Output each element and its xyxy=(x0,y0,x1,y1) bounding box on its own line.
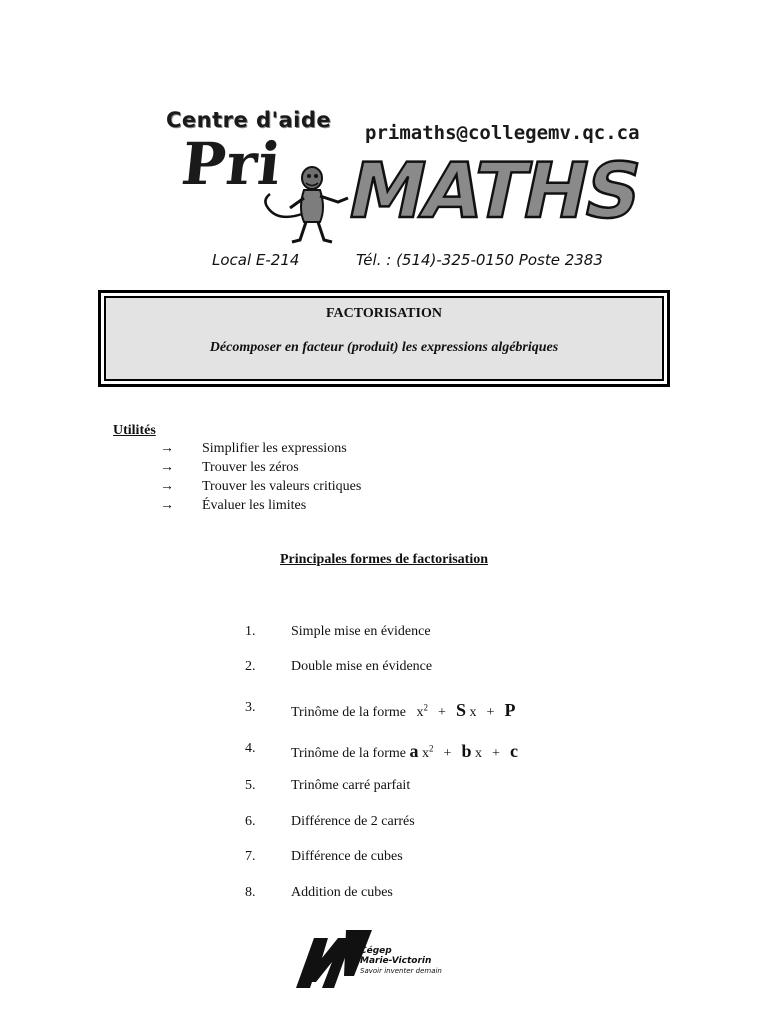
item-text: Différence de cubes xyxy=(291,849,403,864)
item-number: 5. xyxy=(245,778,256,793)
college-name: Marie-Victorin xyxy=(360,956,432,966)
plus-sign: + xyxy=(492,746,500,761)
contact-email: primaths@collegemv.qc.ca xyxy=(365,122,640,144)
cegep-wordmark xyxy=(360,946,442,976)
use-label: Simplifier les expressions xyxy=(202,441,347,456)
centre-aide-label: Centre d'aide xyxy=(166,108,332,132)
page-subtitle: Décomposer en facteur (produit) les expressions algébriques xyxy=(209,340,559,355)
local-room: Local E-214 xyxy=(212,251,300,269)
title-box xyxy=(98,290,670,387)
plus-sign: + xyxy=(486,705,495,720)
arrow-right-icon: → xyxy=(160,441,174,456)
item-number: 2. xyxy=(245,659,256,674)
item-label: Trinôme de la forme xyxy=(291,746,406,761)
forms-heading-text: Principales formes de factorisation xyxy=(279,552,488,567)
plus-sign: + xyxy=(438,705,446,720)
item-number: 7. xyxy=(245,849,256,864)
item-text: Double mise en évidence xyxy=(291,659,433,674)
uses-heading: Utilités xyxy=(113,423,156,438)
page-title: FACTORISATION xyxy=(326,306,442,321)
arrow-right-icon: → xyxy=(160,498,174,513)
coef-c: c xyxy=(509,741,518,761)
formula xyxy=(409,700,516,720)
plus-sign: + xyxy=(443,746,452,761)
formula xyxy=(409,741,518,761)
telephone: Tél. : (514)-325-0150 Poste 2383 xyxy=(356,251,603,269)
item-text: Addition de cubes xyxy=(291,885,393,900)
item-number: 4. xyxy=(245,741,256,756)
maths-wordmark: MATHS xyxy=(340,146,649,235)
exponent: 2 xyxy=(423,702,428,713)
item-text xyxy=(291,700,515,721)
item-number: 6. xyxy=(245,814,256,829)
cegep-label: Cégep xyxy=(360,946,392,956)
var-x: x xyxy=(469,705,477,720)
tagline: Savoir inventer demain xyxy=(360,967,442,975)
pri-wordmark: Pri xyxy=(178,130,285,198)
coef-s: S xyxy=(455,700,466,720)
item-number: 1. xyxy=(245,624,256,639)
use-label: Trouver les zéros xyxy=(202,460,299,475)
item-label: Trinôme de la forme xyxy=(291,705,406,720)
item-text: Trinôme carré parfait xyxy=(291,778,411,793)
forms-heading xyxy=(0,552,768,568)
coef-a: a xyxy=(409,741,419,761)
cegep-logo xyxy=(294,924,454,990)
var-x: x xyxy=(416,705,424,720)
arrow-right-icon: → xyxy=(160,479,174,494)
arrow-right-icon: → xyxy=(160,460,174,475)
item-number: 3. xyxy=(245,700,256,715)
monkey-icon xyxy=(260,164,350,246)
item-text: Différence de 2 carrés xyxy=(291,814,415,829)
var-x: x xyxy=(421,746,429,761)
coef-p: P xyxy=(504,700,516,720)
title-box-inner xyxy=(104,296,664,381)
primaths-logo xyxy=(160,100,649,250)
item-text xyxy=(291,741,518,762)
item-text: Simple mise en évidence xyxy=(291,624,431,639)
use-label: Trouver les valeurs critiques xyxy=(202,479,362,494)
exponent: 2 xyxy=(428,743,434,754)
item-number: 8. xyxy=(245,885,256,900)
var-x: x xyxy=(474,746,482,761)
use-label: Évaluer les limites xyxy=(202,498,307,513)
coef-b: b xyxy=(461,741,472,761)
